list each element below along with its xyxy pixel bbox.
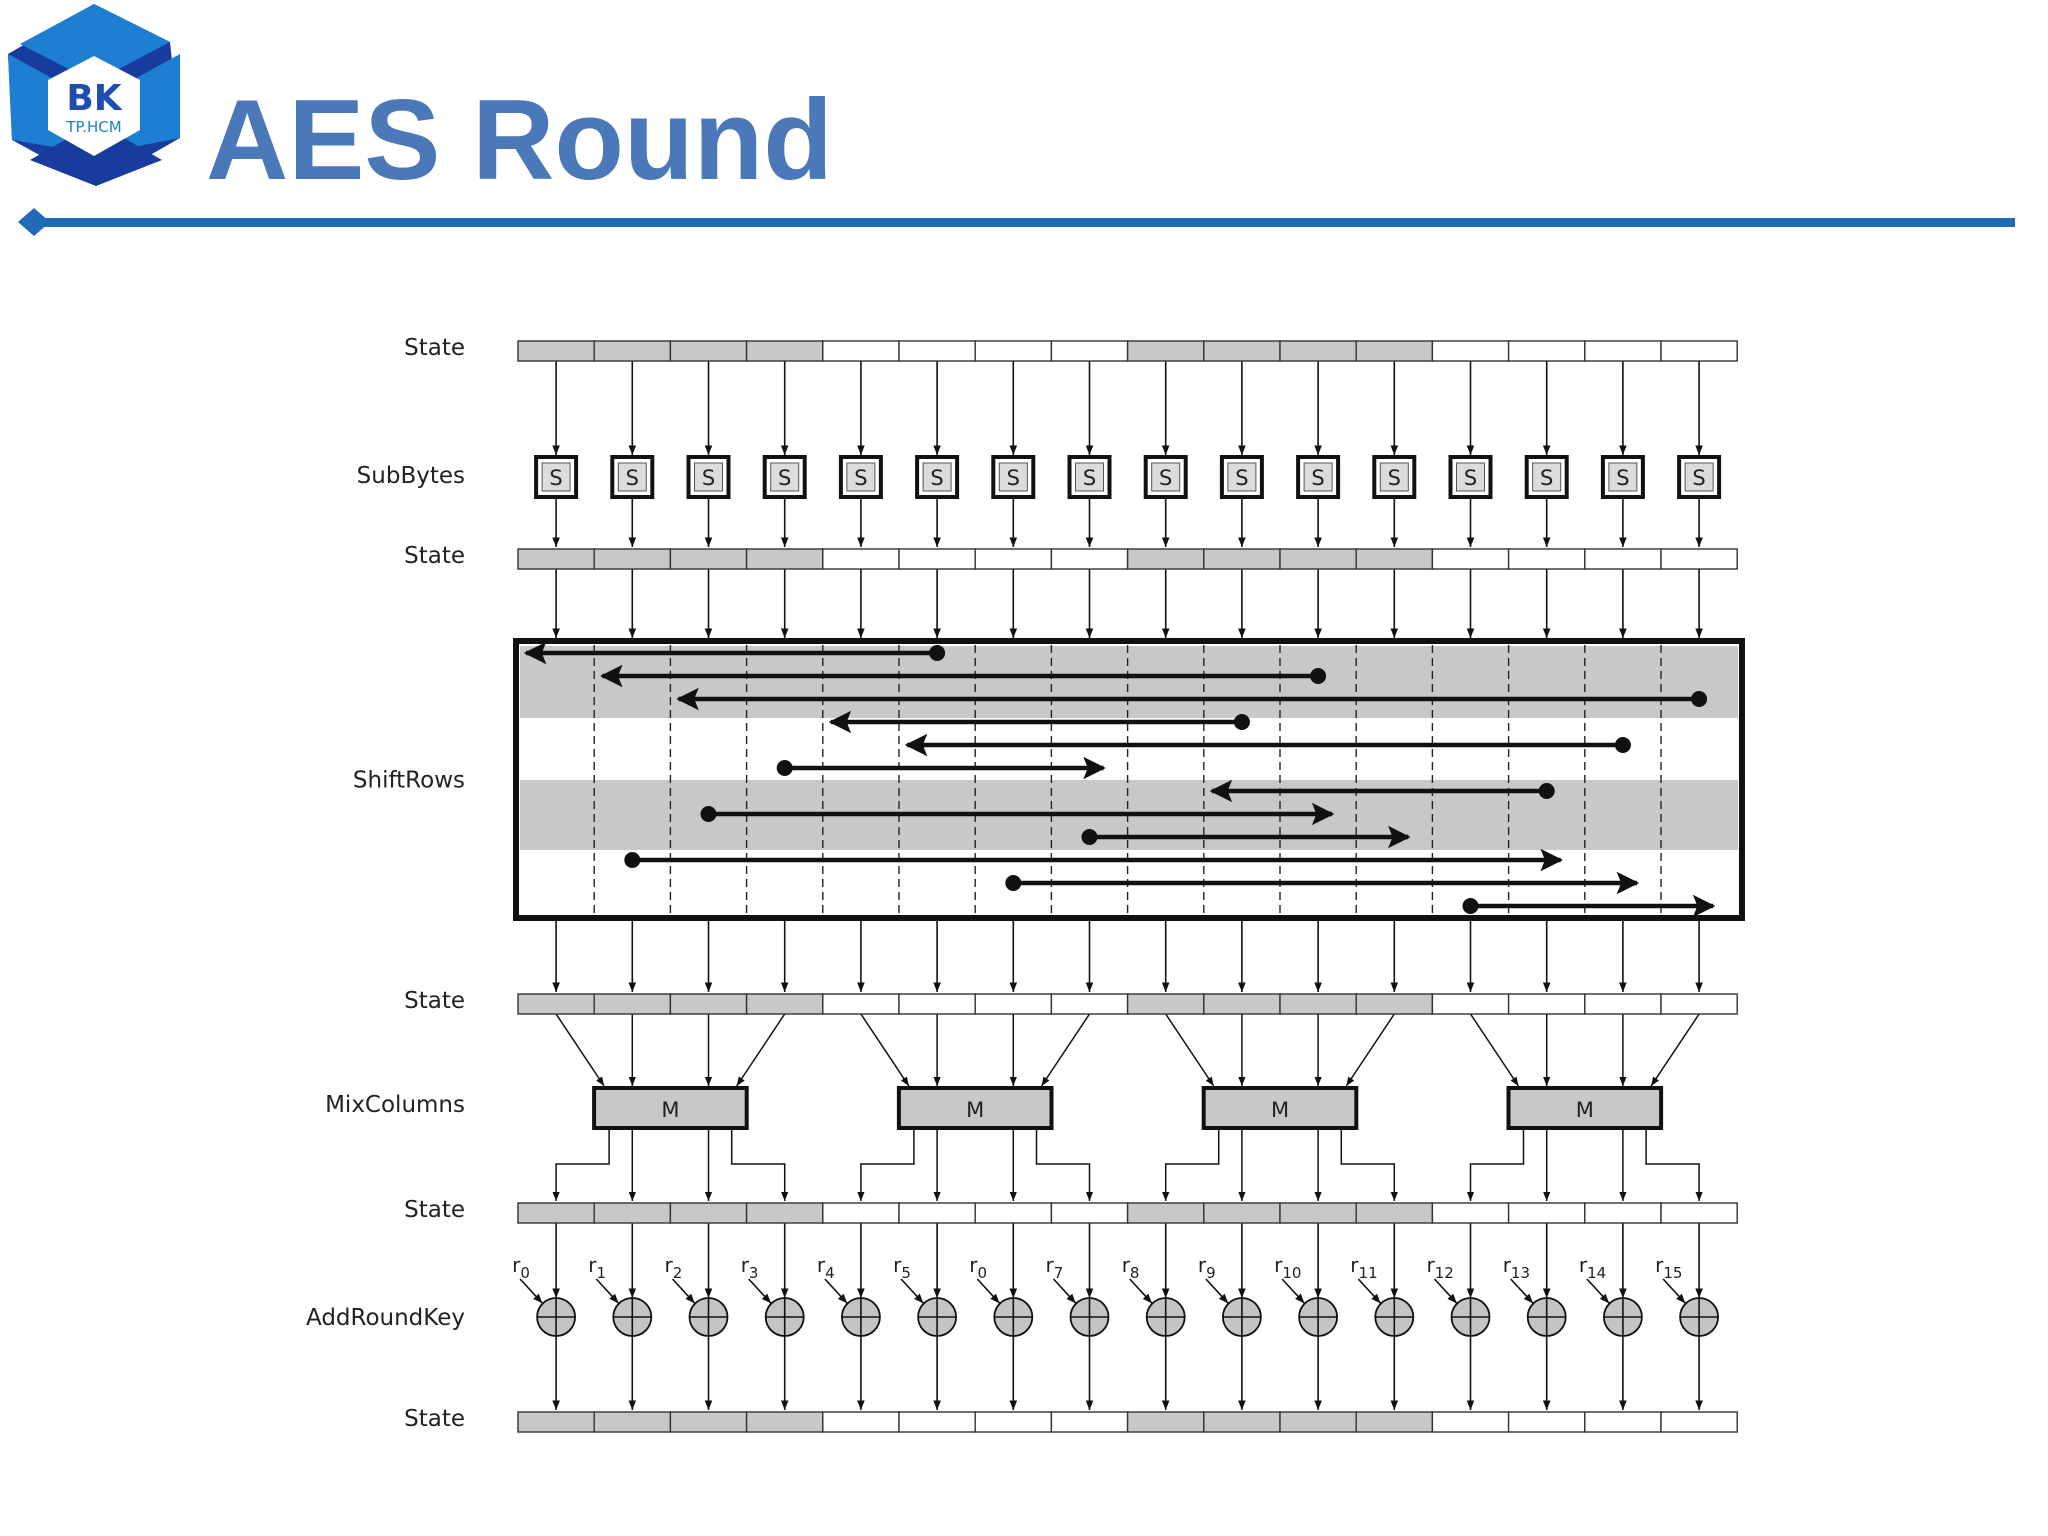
sbox-label: S: [1387, 466, 1401, 490]
round-key-sub: 1: [596, 1264, 607, 1282]
state-byte-cell: [1509, 549, 1585, 569]
round-key-label: [512, 1253, 530, 1282]
round-key-arrow: [520, 1279, 542, 1303]
state-byte-cell: [823, 549, 899, 569]
state-byte-cell: [975, 1412, 1051, 1432]
state-byte-cell: [1661, 1412, 1737, 1432]
shiftrows-arrow-dot: [1005, 875, 1021, 891]
state-byte-cell: [747, 994, 823, 1014]
round-key-sub: 14: [1587, 1264, 1607, 1282]
round-key-label: [1503, 1253, 1530, 1282]
wire-to-mix: [1042, 1014, 1090, 1086]
logo-text-city: TP.HCM: [66, 118, 122, 136]
state-byte-cell: [518, 1203, 594, 1223]
state-byte-cell: [1204, 1412, 1280, 1432]
state-byte-cell: [1509, 994, 1585, 1014]
state-byte-cell: [899, 994, 975, 1014]
state-byte-cell: [747, 341, 823, 361]
wire-to-mix: [737, 1014, 785, 1086]
xor-node: [1375, 1298, 1413, 1336]
wire-from-mix: [1341, 1128, 1394, 1201]
round-key-arrow: [1358, 1279, 1380, 1303]
sbox-label: S: [930, 466, 944, 490]
sbox: [841, 457, 881, 497]
state-byte-cell: [1128, 549, 1204, 569]
xor-node: [537, 1298, 575, 1336]
state-row: [518, 549, 1737, 569]
state-byte-cell: [899, 1412, 975, 1432]
state-byte-cell: [594, 341, 670, 361]
sbox: [917, 457, 957, 497]
sbox-label: S: [778, 466, 792, 490]
shiftrows-arrow-dot: [1082, 829, 1098, 845]
state-byte-cell: [1280, 549, 1356, 569]
mix-box-label: M: [966, 1098, 985, 1122]
sbox-label: S: [1540, 466, 1554, 490]
sbox: [689, 457, 729, 497]
state-byte-cell: [1128, 341, 1204, 361]
state-byte-cell: [518, 549, 594, 569]
shiftrows-arrow-dot: [1691, 691, 1707, 707]
round-key-label: [1655, 1253, 1682, 1282]
state-byte-cell: [975, 994, 1051, 1014]
sbox: [1374, 457, 1414, 497]
sbox: [1451, 457, 1491, 497]
state-byte-cell: [1204, 341, 1280, 361]
xor-node: [1528, 1298, 1566, 1336]
row-labels-layer: [306, 335, 465, 1432]
round-key-sub: 11: [1358, 1264, 1378, 1282]
state-byte-cell: [1509, 1203, 1585, 1223]
round-key-arrow: [749, 1279, 771, 1303]
state-byte-cell: [899, 341, 975, 361]
state-byte-cell: [594, 1203, 670, 1223]
state-byte-cell: [975, 549, 1051, 569]
shiftrows-arrow-dot: [1539, 783, 1555, 799]
round-key-sub: 0: [520, 1264, 530, 1282]
sbox-label: S: [1311, 466, 1325, 490]
round-key-base: r: [588, 1253, 597, 1277]
state-label: State: [404, 1406, 465, 1432]
state-byte-cell: [975, 341, 1051, 361]
state-byte-cell: [1128, 1412, 1204, 1432]
round-key-label: [1350, 1253, 1377, 1282]
sbox-label: S: [1006, 466, 1020, 490]
round-key-label: [741, 1253, 759, 1282]
round-key-base: r: [664, 1253, 673, 1277]
state-row: [518, 1203, 1737, 1223]
state-byte-cell: [1509, 341, 1585, 361]
round-key-base: r: [1502, 1253, 1511, 1277]
subbytes-label: SubBytes: [356, 463, 465, 489]
state-byte-cell: [1661, 549, 1737, 569]
wire-from-mix: [1646, 1128, 1699, 1201]
state-byte-cell: [1432, 549, 1508, 569]
state-byte-cell: [1661, 1203, 1737, 1223]
wire-from-mix: [732, 1128, 785, 1201]
state-row: [518, 341, 1737, 361]
shiftrows-layer: [516, 641, 1742, 918]
round-key-sub: 5: [901, 1264, 911, 1282]
round-key-arrow: [1206, 1279, 1228, 1303]
state-label: State: [404, 543, 465, 569]
round-key-sub: 0: [977, 1264, 988, 1282]
sbox: [1603, 457, 1643, 497]
state-byte-cell: [899, 1203, 975, 1223]
state-byte-cell: [1356, 1412, 1432, 1432]
sbox: [993, 457, 1033, 497]
round-key-base: r: [893, 1253, 902, 1277]
state-byte-cell: [1585, 549, 1661, 569]
state-byte-cell: [1585, 1412, 1661, 1432]
state-byte-cell: [1432, 1203, 1508, 1223]
round-key-base: r: [1655, 1253, 1664, 1277]
sbox: [1298, 457, 1338, 497]
round-key-base: r: [969, 1253, 978, 1277]
round-key-arrow: [1054, 1279, 1076, 1303]
round-key-base: r: [1578, 1253, 1588, 1277]
sbox-label: S: [625, 466, 639, 490]
round-key-arrow: [1663, 1279, 1685, 1303]
state-byte-cell: [594, 994, 670, 1014]
sbox: [765, 457, 805, 497]
state-byte-cell: [594, 549, 670, 569]
state-byte-cell: [670, 549, 746, 569]
state-byte-cell: [1432, 341, 1508, 361]
round-key-base: r: [1197, 1253, 1207, 1277]
shiftrows-arrow-dot: [1615, 737, 1631, 753]
state-byte-cell: [823, 1412, 899, 1432]
state-byte-cell: [1128, 994, 1204, 1014]
state-byte-cell: [670, 1203, 746, 1223]
round-key-arrow: [596, 1279, 618, 1303]
round-key-sub: 4: [825, 1264, 835, 1282]
round-key-sub: 13: [1510, 1264, 1531, 1282]
wire-from-mix: [556, 1128, 609, 1201]
round-key-label: [1198, 1253, 1216, 1282]
state-byte-cell: [1432, 1412, 1508, 1432]
round-key-label: [665, 1253, 683, 1282]
mix-box: [1509, 1088, 1662, 1128]
round-key-base: r: [1350, 1253, 1359, 1277]
state-byte-cell: [823, 994, 899, 1014]
wire-to-mix: [1651, 1014, 1699, 1086]
state-byte-cell: [1204, 1203, 1280, 1223]
round-key-base: r: [512, 1253, 521, 1277]
round-key-sub: 2: [672, 1264, 683, 1282]
state-byte-cell: [518, 341, 594, 361]
state-byte-cell: [1280, 341, 1356, 361]
wire-from-mix: [1166, 1128, 1219, 1201]
state-byte-cell: [747, 549, 823, 569]
round-key-label: [1046, 1253, 1064, 1282]
shiftrows-shaded-band: [520, 646, 1738, 718]
mix-box-label: M: [661, 1098, 680, 1122]
round-key-label: [893, 1253, 911, 1282]
sbox-label: S: [1616, 466, 1630, 490]
shiftrows-arrow-dot: [929, 645, 945, 661]
round-key-arrow: [825, 1279, 847, 1303]
sbox: [1146, 457, 1186, 497]
round-key-label: [1427, 1253, 1454, 1282]
sbox: [536, 457, 576, 497]
shiftrows-arrow-dot: [1234, 714, 1250, 730]
round-key-base: r: [1274, 1253, 1283, 1277]
state-byte-cell: [823, 1203, 899, 1223]
state-byte-cell: [823, 341, 899, 361]
state-byte-cell: [1280, 1203, 1356, 1223]
round-key-sub: 15: [1663, 1264, 1683, 1282]
sbox: [1527, 457, 1567, 497]
state-byte-cell: [1509, 1412, 1585, 1432]
state-byte-cell: [747, 1412, 823, 1432]
mix-box-label: M: [1575, 1098, 1594, 1122]
round-key-arrow: [1511, 1279, 1533, 1303]
round-key-sub: 12: [1434, 1264, 1454, 1282]
sbox-label: S: [1235, 466, 1249, 490]
state-byte-cell: [1128, 1203, 1204, 1223]
state-byte-cell: [899, 549, 975, 569]
state-byte-cell: [594, 1412, 670, 1432]
xor-node: [1680, 1298, 1718, 1336]
sbox-label: S: [549, 466, 563, 490]
sbox-label: S: [854, 466, 868, 490]
sbox: [1679, 457, 1719, 497]
round-key-arrow: [1435, 1279, 1457, 1303]
state-byte-cell: [1051, 1203, 1127, 1223]
xor-node: [690, 1298, 728, 1336]
wire-from-mix: [1037, 1128, 1090, 1201]
xor-node: [994, 1298, 1032, 1336]
sbox: [1222, 457, 1262, 497]
state-byte-cell: [1280, 1412, 1356, 1432]
round-key-arrow: [1130, 1279, 1152, 1303]
state-byte-cell: [670, 341, 746, 361]
state-byte-cell: [1356, 549, 1432, 569]
state-byte-cell: [1585, 994, 1661, 1014]
wire-to-mix: [1346, 1014, 1394, 1086]
mix-box: [594, 1088, 747, 1128]
sbox-label: S: [1082, 466, 1097, 490]
xor-node: [613, 1298, 651, 1336]
sbox-label: S: [1463, 466, 1478, 490]
shiftrows-arrow-dot: [1463, 898, 1479, 914]
sbox-label: S: [1159, 466, 1173, 490]
xor-node: [766, 1298, 804, 1336]
xor-node: [842, 1298, 880, 1336]
state-row: [518, 1412, 1737, 1432]
state-byte-cell: [1661, 994, 1737, 1014]
round-key-base: r: [1045, 1253, 1054, 1277]
state-byte-cell: [975, 1203, 1051, 1223]
state-byte-cell: [1585, 1203, 1661, 1223]
round-key-arrow: [1282, 1279, 1304, 1303]
state-label: State: [404, 1197, 465, 1223]
round-key-base: r: [816, 1253, 826, 1277]
round-key-base: r: [740, 1253, 749, 1277]
state-byte-cell: [518, 1412, 594, 1432]
state-row: [518, 994, 1737, 1014]
state-byte-cell: [518, 994, 594, 1014]
state-byte-cell: [1356, 1203, 1432, 1223]
xor-node: [1604, 1298, 1642, 1336]
state-byte-cell: [1356, 341, 1432, 361]
wire-to-mix: [861, 1014, 909, 1086]
round-key-label: [969, 1253, 987, 1282]
wires-layer: [520, 361, 1699, 1410]
state-byte-cell: [1280, 994, 1356, 1014]
round-key-label: [1274, 1253, 1301, 1282]
state-byte-cell: [1051, 994, 1127, 1014]
round-key-sub: 3: [748, 1264, 759, 1282]
state-byte-cell: [1051, 1412, 1127, 1432]
shiftrows-arrow-dot: [624, 852, 640, 868]
sbox: [612, 457, 652, 497]
xor-node: [1452, 1298, 1490, 1336]
xor-node: [1071, 1298, 1109, 1336]
xor-node: [918, 1298, 956, 1336]
state-label: State: [404, 335, 465, 361]
xor-node: [1147, 1298, 1185, 1336]
slide-title: AES Round: [206, 77, 833, 204]
mix-box-label: M: [1270, 1098, 1290, 1122]
wire-to-mix: [1166, 1014, 1214, 1086]
round-key-arrow: [901, 1279, 923, 1303]
state-byte-cell: [670, 1412, 746, 1432]
addroundkey-label: AddRoundKey: [305, 1305, 465, 1331]
xor-node: [1223, 1298, 1261, 1336]
state-byte-cell: [1204, 549, 1280, 569]
xor-node: [1299, 1298, 1337, 1336]
state-byte-cell: [747, 1203, 823, 1223]
state-byte-cell: [1585, 341, 1661, 361]
round-key-label: [817, 1253, 835, 1282]
state-byte-cell: [1432, 994, 1508, 1014]
state-byte-cell: [1204, 994, 1280, 1014]
state-byte-cell: [1051, 549, 1127, 569]
state-byte-cell: [670, 994, 746, 1014]
wire-to-mix: [556, 1014, 604, 1086]
round-key-sub: 7: [1053, 1264, 1064, 1282]
shiftrows-arrow-dot: [1310, 668, 1326, 684]
state-byte-cell: [1661, 341, 1737, 361]
round-key-label: [1579, 1253, 1606, 1282]
round-key-sub: 8: [1129, 1264, 1140, 1282]
round-key-sub: 10: [1282, 1264, 1302, 1282]
round-key-base: r: [1426, 1253, 1435, 1277]
sbox: [1070, 457, 1110, 497]
wire-from-mix: [1471, 1128, 1524, 1201]
shiftrows-arrow-dot: [701, 806, 717, 822]
shiftrows-arrow-dot: [777, 760, 793, 776]
mixcolumns-label: MixColumns: [325, 1092, 465, 1118]
round-key-arrow: [1587, 1279, 1609, 1303]
mix-box: [899, 1088, 1052, 1128]
round-key-sub: 9: [1206, 1264, 1216, 1282]
sbox-label: S: [1692, 466, 1706, 490]
round-key-label: [1122, 1253, 1140, 1282]
state-label: State: [404, 988, 465, 1014]
shiftrows-label: ShiftRows: [352, 767, 465, 794]
round-key-base: r: [1121, 1253, 1130, 1277]
sbox-label: S: [701, 466, 716, 490]
state-byte-cell: [1356, 994, 1432, 1014]
round-key-arrow: [977, 1279, 999, 1303]
logo-text-bk: BK: [66, 78, 122, 119]
round-key-arrow: [673, 1279, 695, 1303]
state-byte-cell: [1051, 341, 1127, 361]
round-key-label: [588, 1253, 606, 1282]
wire-from-mix: [861, 1128, 914, 1201]
wire-to-mix: [1471, 1014, 1519, 1086]
mix-box: [1204, 1088, 1357, 1128]
